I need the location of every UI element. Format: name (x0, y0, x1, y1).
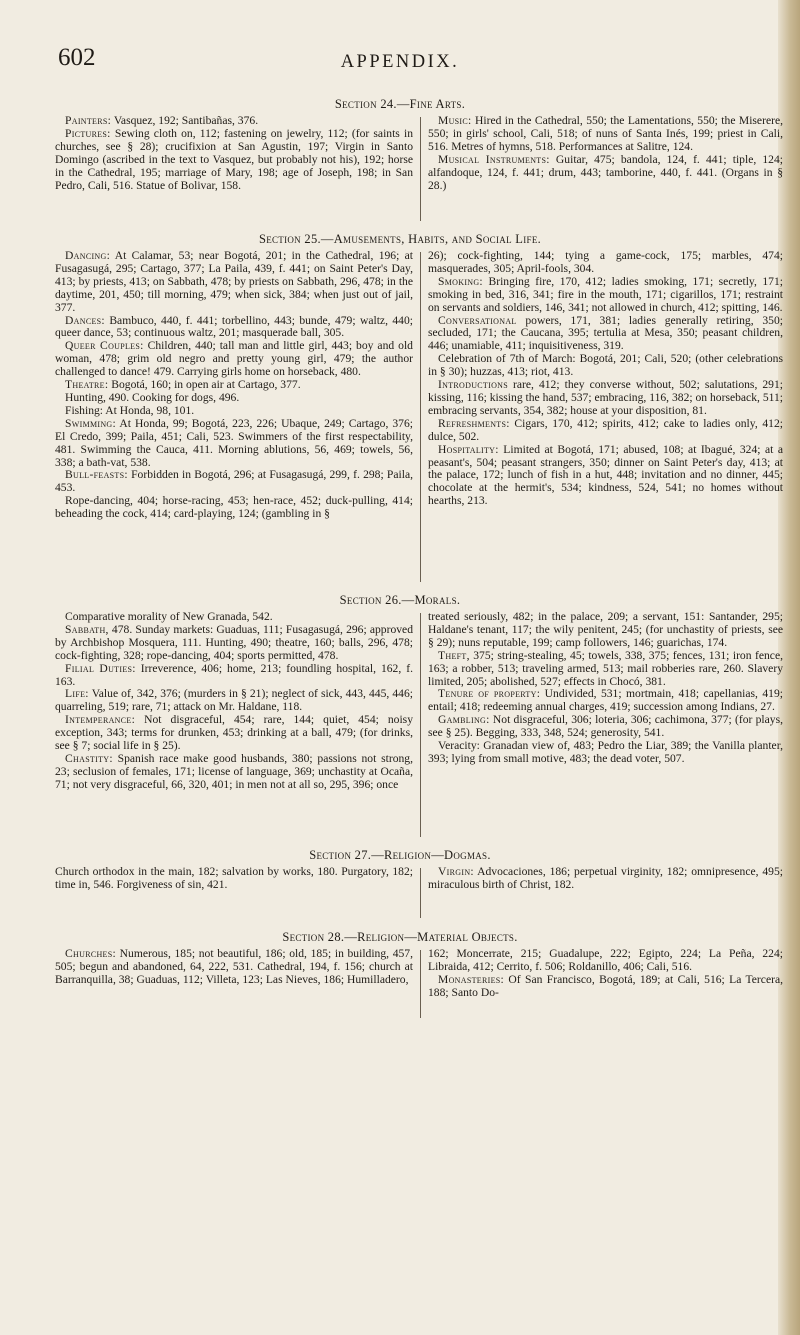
entry-heading: Pictures: (65, 126, 111, 140)
index-entry (55, 340, 413, 379)
entry-heading: Gambling: (438, 713, 490, 727)
entry-text: Of San Francisco, Bogotá, 189; at Cali, 516; La Tercera, 188; Santo Do- (428, 972, 783, 999)
index-entry (55, 128, 413, 193)
index-entry (428, 650, 783, 689)
index-entry (55, 495, 413, 521)
section-28-left-column (55, 948, 413, 987)
index-entry (428, 444, 783, 509)
entry-text: Not disgraceful, 306; loteria, 306; cachimona, 377; (for plays, see § 25). Begging, 333, 348, 524; generosity, 541. (428, 713, 783, 740)
entry-text: Cigars, 170, 412; spirits, 412; cake to ladies only, 412; dulce, 502. (428, 416, 783, 443)
running-head: APPENDIX. (340, 52, 460, 72)
entry-text: Irreverence, 406; home, 213; foundling hospital, 162, f. 163. (55, 661, 413, 688)
entry-text: At Honda, 99; Bogotá, 223, 226; Ubaque, 249; Cartago, 376; El Credo, 399; Paila, 451; Cali, 523. Swimmers of the first respectability, 481. Swimming the Cauca, 411. Morning ablutions, 56, 469; towels, 56, 338; a bath-vat, 538. (55, 416, 413, 469)
index-entry (55, 624, 413, 663)
entry-text: At Calamar, 53; near Bogotá, 201; in the Cathedral, 196; at Fusagasugá, 295; Cartago, 377; La Paila, 439, f. 441; on Saint Peter's Day, 413; by priests, 413; on Sabbath, 478; by priests on Sabbath, 296, 478; in the daytime, 201, 450; till morning, 479; when sick, 384; when just out of jail, 377. (55, 249, 413, 314)
section-28-right-column (428, 948, 783, 1000)
entry-heading: Dances: (65, 313, 105, 327)
entry-text: Bogotá, 160; in open air at Cartago, 377. (108, 378, 301, 392)
section-27-left-column (55, 866, 413, 892)
entry-text: Guitar, 475; bandola, 124, f. 441; tiple, 124; alfandoque, 124, f. 441; drum, 443; tamborine, 440, f. 441. (Organs in § 28.) (428, 152, 783, 192)
index-entry (55, 250, 413, 315)
entry-heading: Queer Couples: (65, 339, 144, 353)
index-entry (55, 315, 413, 341)
index-entry (428, 740, 783, 766)
entry-text: Not disgraceful, 454; rare, 144; quiet, 454; noisy exception, 343; terms for drunken, 453; drinking at a ball, 479; (for drinks, see § 7; social life in § 25). (55, 713, 413, 753)
entry-heading: Virgin: (438, 865, 474, 878)
entry-heading: Churches: (65, 947, 116, 960)
section-26-left-column (55, 611, 413, 792)
entry-heading: Refreshments: (438, 416, 510, 430)
entry-heading: Hospitality: (438, 442, 499, 456)
index-entry (428, 353, 783, 379)
entry-text: Church orthodox in the main, 182; salvation by works, 180. Purgatory, 182; time in, 546. Forgiveness of sin, 421. (55, 865, 413, 891)
section-28-title: Section 28.—Religion—Material Objects. (282, 930, 518, 944)
index-entry (55, 866, 413, 892)
entry-text: Limited at Bogotá, 171; abused, 108; at Ibagué, 324; at a peasant's, 504; peasant strangers, 350; dinner on Saint Peter's day, 413; at the palace, 172; lunch of fish in a hut, 448; invitation and no dinner, 445; chocolate at the hermit's, 534; kindness, 524, 541; no homes without hearths, 213. (428, 442, 783, 508)
entry-text: powers, 171, 381; ladies generally retiring, 350; secluded, 171; the Caucana, 395; tertulia at Mesa, 350; peasant children, 446; unamiable, 411; inquisitiveness, 319. (428, 313, 783, 353)
index-entry (55, 418, 413, 470)
index-entry (55, 948, 413, 987)
entry-text: rare, 412; they converse without, 502; salutations, 291; kissing, 116; kissing the hand, 537; embracing, 116, 382; on horseback, 511; embracing servants, 354, 382; house at your disposition, 81. (428, 378, 783, 417)
column-divider (420, 252, 421, 582)
entry-heading: Life: (65, 687, 89, 701)
section-27-right-column (428, 866, 783, 892)
column-divider (420, 868, 421, 918)
entry-text: Rope-dancing, 404; horse-racing, 453; hen-race, 452; duck-pulling, 414; beheading the cock, 414; card-playing, 124; (gambling in § (55, 494, 413, 521)
index-entry (428, 974, 783, 1000)
entry-heading: Intemperance: (65, 713, 136, 727)
entry-heading: Musical Instruments: (438, 152, 550, 166)
index-entry (55, 663, 413, 689)
entry-text: Forbidden in Bogotá, 296; at Fusagasugá, 299, f. 298; Paila, 453. (55, 468, 413, 495)
entry-text: Numerous, 185; not beautiful, 186; old, 185; in building, 457, 505; begun and abandoned, 64, 222, 531. Cathedral, 194, f. 156; church at Barranquilla, 38; Guaduas, 112; Villeta, 123; Las Nieves, 186; Humilladero, (55, 947, 413, 986)
entry-text: Vasquez, 192; Santibañas, 376. (111, 114, 259, 127)
entry-text: Spanish race make good husbands, 380; passions not strong, 23; seclusion of females, 171; license of language, 369; unchastity at Ocaña, 71; not very disgraceful, 66, 320, 401; in men not at all so, 295, 396; once (55, 751, 413, 791)
index-entry (428, 315, 783, 354)
entry-text: 478. Sunday markets: Guaduas, 111; Fusagasugá, 296; approved by Archbishop Mosquera, 111. Hunting, 490; theatre, 160; balls, 296, 478; cock-fighting, 328; rope-dancing, 404; sports permitted, 478. (55, 622, 413, 662)
section-26-title: Section 26.—Morals. (339, 593, 461, 607)
entry-heading: Dancing: (65, 249, 111, 262)
index-entry (428, 276, 783, 315)
section-25-right-column (428, 250, 783, 508)
entry-heading: Painters: (65, 114, 112, 127)
section-24-title: Section 24.—Fine Arts. (334, 97, 466, 111)
index-entry (55, 469, 413, 495)
entry-heading: Sabbath, (65, 622, 109, 636)
column-divider (420, 613, 421, 837)
entry-text: Celebration of 7th of March: Bogotá, 201; Cali, 520; (other celebrations in § 30); huzzas, 413; riot, 413. (428, 352, 783, 379)
index-entry (428, 948, 783, 974)
index-entry (428, 379, 783, 418)
entry-heading: Swimming: (65, 416, 117, 430)
index-entry (428, 866, 783, 892)
entry-heading: Music: (438, 114, 472, 127)
entry-heading: Chastity: (65, 751, 113, 765)
entry-heading: Theft, (438, 648, 470, 662)
entry-heading: Bull-feasts: (65, 468, 128, 482)
entry-heading: Conversational (438, 313, 517, 327)
entry-text: Advocaciones, 186; perpetual virginity, 182; omnipresence, 495; miraculous birth of Christ, 182. (428, 865, 783, 891)
page-number: 602 (58, 44, 96, 71)
index-entry (55, 714, 413, 753)
index-entry (428, 115, 783, 154)
entry-text: Children, 440; tall man and little girl, 443; boy and old woman, 478; grim old negro and pretty young girl, 479; the author challenged to dance! 479. Carrying girls home on horseback, 480. (55, 339, 413, 379)
column-divider (420, 950, 421, 1018)
entry-heading: Introductions (438, 378, 508, 392)
index-entry (428, 250, 783, 276)
index-entry (428, 714, 783, 740)
entry-heading: Tenure of property: (438, 687, 541, 701)
entry-text: Undivided, 531; mortmain, 418; capellanias, 419; entail; 418; redeeming annual charges, 419; succession among Indians, 27. (428, 687, 783, 714)
entry-text: 375; string-stealing, 45; towels, 338, 375; fences, 131; iron fence, 163; a robber, 513; traveling armed, 513; mail robberies rare, 260. Slavery limited, 205; abolished, 527; effects in Chocó, 381. (428, 648, 783, 688)
entry-text: Bringing fire, 170, 412; ladies smoking, 171; secretly, 171; smoking in bed, 316, 341; fire in the mouth, 171; cigarillos, 171; restraint on servants and soldiers, 146, 341; not allowed in church, 412; spitting, 146. (428, 274, 783, 314)
entry-text: treated seriously, 482; in the palace, 209; a servant, 151: Santander, 295; Haldane's tenant, 117; the wily penitent, 245; (for unchastity of priests, see § 29); nuns reputable, 199; camp followers, 146; guarichas, 174. (428, 610, 783, 649)
entry-heading: Monasteries: (438, 972, 505, 986)
index-entry (55, 688, 413, 714)
section-26-right-column (428, 611, 783, 766)
section-27-title: Section 27.—Religion—Dogmas. (309, 848, 491, 862)
entry-text: Veracity: Granadan view of, 483; Pedro the Liar, 389; the Vanilla planter, 393; lying from small motive, 483; the dead voter, 507. (428, 739, 783, 765)
entry-text: Bambuco, 440, f. 441; torbellino, 443; bunde, 479; waltz, 440; queer dance, 53; continuous waltz, 201; masquerade ball, 305. (55, 313, 413, 340)
index-entry (428, 418, 783, 444)
index-entry (428, 611, 783, 650)
entry-heading: Filial Duties: (65, 661, 136, 675)
section-25-left-column (55, 250, 413, 521)
entry-heading: Smoking: (438, 274, 483, 288)
entry-text: Comparative morality of New Granada, 542. (65, 610, 273, 623)
index-entry (428, 688, 783, 714)
section-24-left-column (55, 115, 413, 192)
section-24-right-column (428, 115, 783, 192)
entry-text: Hunting, 490. Cooking for dogs, 496. (65, 390, 240, 404)
index-entry (55, 753, 413, 792)
section-25-title: Section 25.—Amusements, Habits, and Social Life. (258, 232, 542, 246)
entry-text: Hired in the Cathedral, 550; the Lamentations, 550; the Miserere, 550; in girls' school, Cali, 518; of nuns of Santa Inés, 199; priest in Cali, 516. Metres of hymns, 518. Performances at Salitre, 124. (428, 114, 783, 153)
entry-text: Sewing cloth on, 112; fastening on jewelry, 112; (for saints in churches, see § 28); crucifixion at San Agustin, 197; Virgin in Santo Domingo (ascribed in the text to Vasquez, but probably not his), 192; horse in the Cathedral, 195; marriage of Mary, 198; age of Joseph, 198; in San Pedro, Cali, 516. Statue of Bolivar, 158. (55, 126, 413, 192)
column-divider (420, 117, 421, 221)
entry-text: Value of, 342, 376; (murders in § 21); neglect of sick, 443, 445, 446; quarreling, 519; rare, 71; attack on Mr. Haldane, 118. (55, 687, 413, 714)
entry-text: Fishing: At Honda, 98, 101. (65, 403, 195, 417)
entry-text: 162; Moncerrate, 215; Guadalupe, 222; Egipto, 224; La Peña, 224; Libraida, 412; Cerrito, f. 506; Roldanillo, 406; Cali, 516. (428, 947, 783, 973)
entry-heading: Theatre: (65, 378, 109, 392)
entry-text: 26); cock-fighting, 144; tying a game-cock, 175; marbles, 474; masquerades, 305; April-fools, 304. (428, 249, 783, 275)
index-entry (428, 154, 783, 193)
